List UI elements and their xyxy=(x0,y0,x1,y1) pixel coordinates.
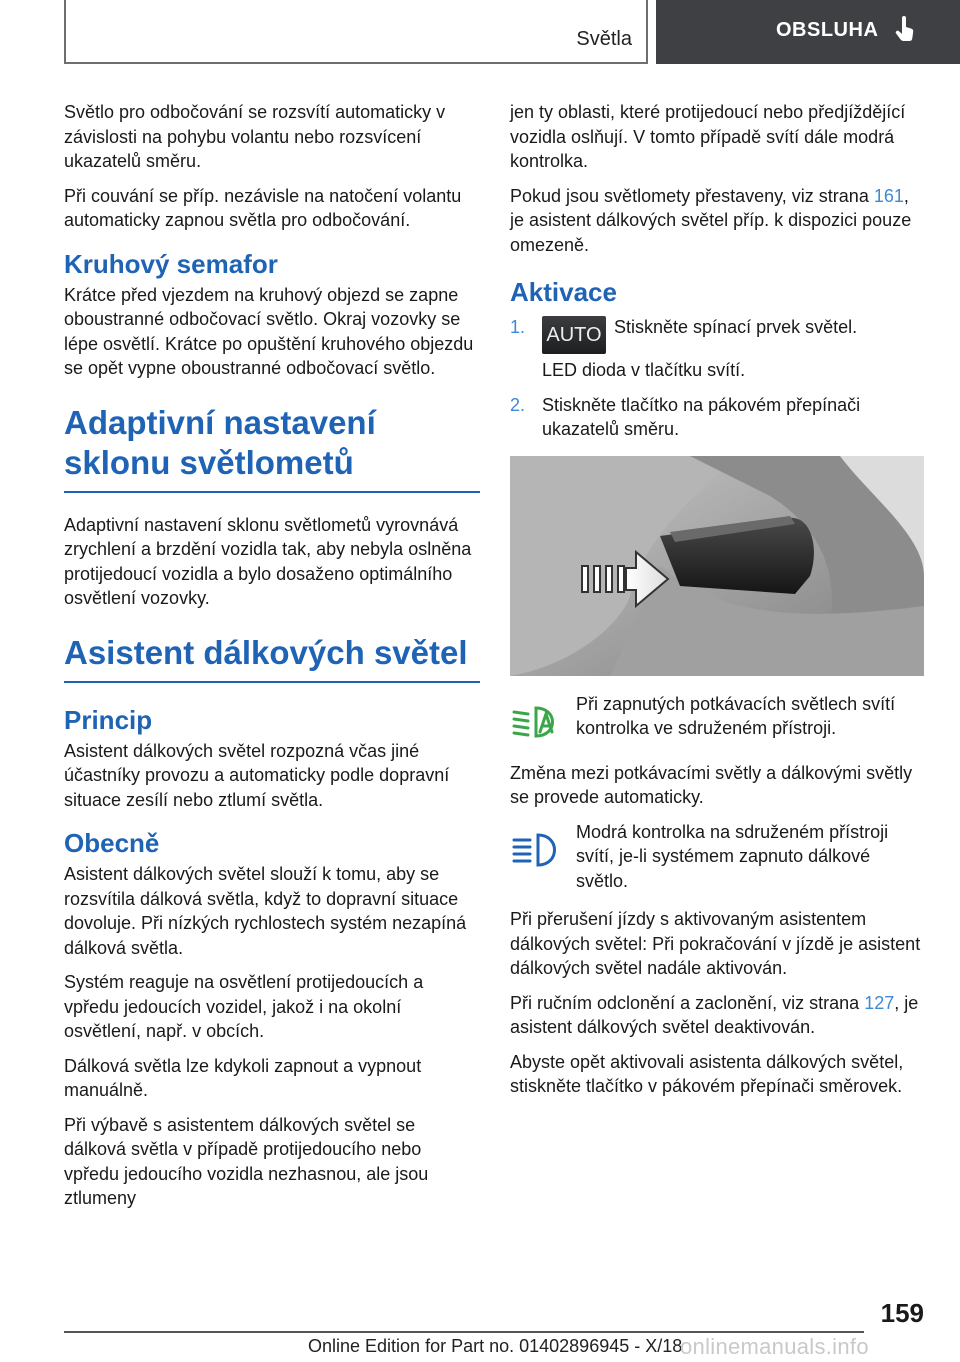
heading-kruhovy-semafor: Kruhový semafor xyxy=(64,248,278,279)
heading-aktivace: Aktivace xyxy=(510,277,617,307)
indicator-text: Při zapnutých potkávacích světlech svítí kontrolka ve sdruženém přístroji. xyxy=(576,693,896,739)
heading-princip: Princip xyxy=(64,704,153,735)
header-chapter-tab xyxy=(656,0,960,64)
step-number: 2. xyxy=(510,394,526,415)
heading-asistent-dalkovych-svetel: Asistent dálkových světel xyxy=(64,633,480,683)
hand-pointer-icon xyxy=(894,16,916,42)
step-number: 1. xyxy=(510,317,526,337)
list-item xyxy=(510,315,924,383)
turn-signal-lever-photo xyxy=(510,456,924,676)
list-item xyxy=(510,393,924,442)
paragraph: Pokud jsou světlomety přestaveny, viz strana 161, je asistent dálkových světel příp. k dispozici pouze omezeně. xyxy=(510,185,912,255)
paragraph: Při přerušení jízdy s aktivovaným asistentem dálkových světel: Při pokračování v jízdě je asistent dálkových světel nadále aktivován. xyxy=(510,909,921,979)
paragraph: Při couvání se příp. nezávisle na natočení volantu automaticky zapnou světla pro odbočování. xyxy=(64,185,462,230)
header-section-box xyxy=(64,0,648,64)
paragraph: Při výbavě s asistentem dálkových světel se dálková světla v případě protijedoucího nebo vpředu jedoucího vozidla nezhasnou, ale jsou ztlumeny xyxy=(64,1114,429,1208)
indicator-high-beam xyxy=(510,820,924,894)
high-beam-icon xyxy=(510,830,560,870)
paragraph: Asistent dálkových světel slouží k tomu, aby se rozsvítila dálková světla, když to dopravní situace dovoluje. Při nízkých rychlostech systém nezapíná dálková světla. xyxy=(64,864,467,958)
left-column xyxy=(64,100,480,1221)
paragraph: Světlo pro odbočování se rozsvítí automaticky v závislosti na pohybu volantu nebo rozsvícení ukazatelů směru. xyxy=(64,102,446,171)
paragraph: Krátce před vjezdem na kruhový objezd se zapne oboustranné odbočovací světlo. Okraj vozovky se lépe osvětlí. Krátce po opuštění kruhového objezdu se opět vypne oboustranné odbočovací světlo. xyxy=(64,284,474,378)
footer-edition: Online Edition for Part no. 01402896945 - X/18 xyxy=(308,1336,683,1356)
paragraph: Adaptivní nastavení sklonu světlometů vyrovnává zrychlení a brzdění vozidla tak, aby nebyla oslněna protijedoucí vozidla a bylo dosaženo optimálního osvětlení vozovky. xyxy=(64,514,472,608)
heading-adaptivni-nastaveni: Adaptivní nastavení sklonu světlometů xyxy=(64,403,480,493)
low-beam-assist-icon xyxy=(510,702,560,742)
right-column xyxy=(510,100,924,1109)
page-link-161[interactable]: 161 xyxy=(873,185,904,206)
paragraph: Dálková světla lze kdykoli zapnout a vypnout manuálně. xyxy=(64,1055,422,1100)
page-link-127[interactable]: 127 xyxy=(864,992,895,1013)
step-subtext: LED dioda v tlačítku svítí. xyxy=(542,360,746,381)
paragraph: Asistent dálkových světel rozpozná včas jiné účastníky provozu a automaticky podle dopravní situace zesílí nebo ztlumí světla. xyxy=(64,740,450,810)
paragraph: Systém reaguje na osvětlení protijedoucích a vpředu jedoucích vozidel, jakož i na okolní osvětlení, např. v obcích. xyxy=(64,972,424,1041)
paragraph: jen ty oblasti, které protijedoucí nebo předjíždějící vozidla oslňují. V tomto případě svítí dále modrá kontrolka. xyxy=(510,102,906,171)
footer-divider xyxy=(64,1331,864,1333)
step-text: Stiskněte spínací prvek světel. xyxy=(614,317,858,337)
heading-obecne: Obecně xyxy=(64,828,160,858)
indicator-text: Modrá kontrolka na sdruženém přístroji svítí, je-li systémem zapnuto dálkové světlo. xyxy=(576,821,889,891)
paragraph: Změna mezi potkávacími světly a dálkovými světly se provede automaticky. xyxy=(510,762,913,808)
paragraph: Při ručním odclonění a zaclonění, viz strana 127, je asistent dálkových světel deaktivován. xyxy=(510,992,919,1038)
paragraph: Abyste opět aktivovali asistenta dálkových světel, stiskněte tlačítko v pákovém přepínači směrovek. xyxy=(510,1051,904,1097)
footer-watermark: onlinemanuals.info xyxy=(680,1334,869,1359)
page-number: 159 xyxy=(880,1298,924,1328)
activation-steps xyxy=(510,315,924,442)
header-section-title: Světla xyxy=(576,28,632,50)
indicator-low-beam-assist xyxy=(510,692,924,747)
step-text: Stiskněte tlačítko na pákovém přepínači ukazatelů směru. xyxy=(542,394,861,440)
auto-button-image: AUTO xyxy=(542,316,606,354)
header-chapter-title: OBSLUHA xyxy=(776,18,879,41)
